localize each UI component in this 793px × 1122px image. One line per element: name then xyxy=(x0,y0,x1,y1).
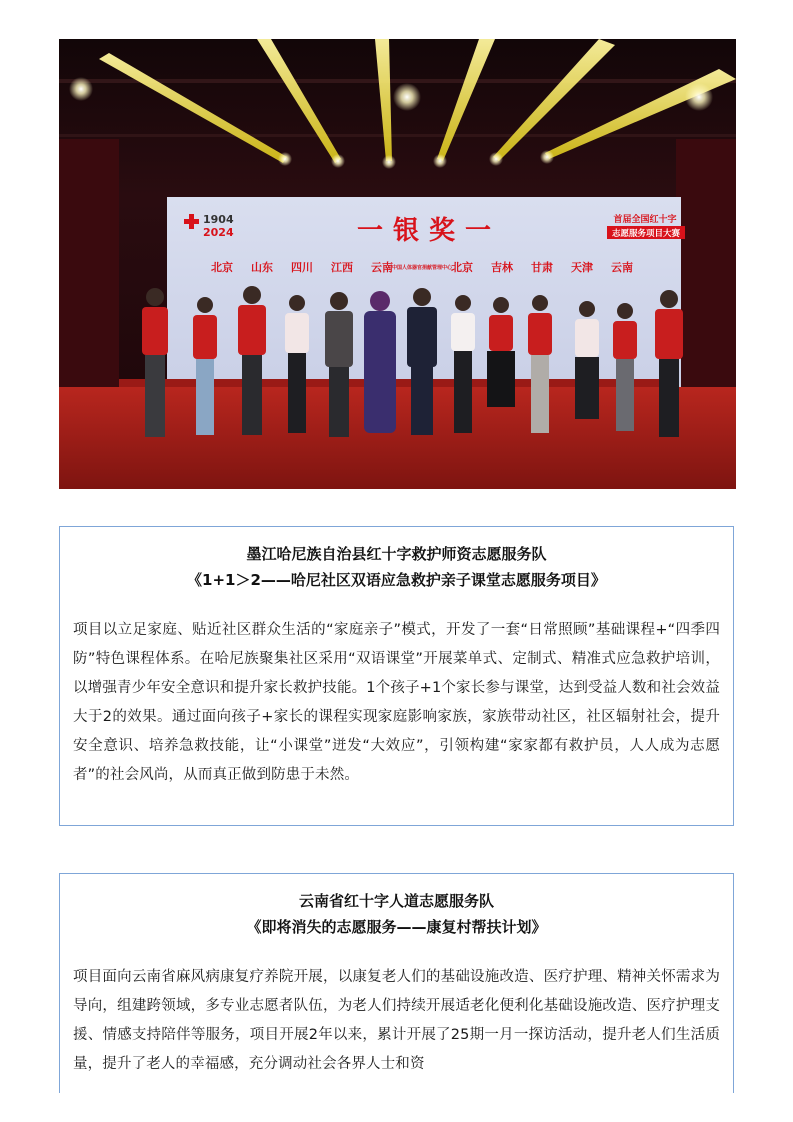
region-label: 吉林 xyxy=(491,261,513,274)
project-card-1 xyxy=(59,526,734,826)
region-label: 中国人体器官捐献管理中心 xyxy=(391,265,453,271)
region-label: 四川 xyxy=(291,261,313,274)
region-label: 山东 xyxy=(251,261,273,274)
card-body-text: 项目面向云南省麻风病康复疗养院开展，以康复老人们的基础设施改造、医疗护理、精神关怀需求为导向，组建跨领域，多专业志愿者队伍，为老人们持续开展适老化便利化基础设施改造、医疗护理支援、情感支持陪伴等服务，项目开展2年以来，累计开展了25期一月一探访活动，提升老人们生活质量，提升了老人的幸福感，充分调动社会各界人士和资 xyxy=(73,969,720,1072)
card-body-text: 项目以立足家庭、贴近社区群众生活的“家庭亲子”模式，开发了一套“日常照顾”基础课程+“四季四防”特色课程体系。在哈尼族聚集社区采用“双语课堂”开展菜单式、定制式、精准式应急救护培训，以增强青少年安全意识和提升家长救护技能。1个孩子+1个家长参与课堂，达到受益人数和社会效益大于2的效果。通过面向孩子+家长的课程实现家庭影响家族，家族带动社区，社区辐射社会，提升安全意识、培养急救技能，让“小课堂”迸发“大效应”，引领构建“家家都有救护员，人人成为志愿者”的社会风尚，从而真正做到防患于未然。 xyxy=(73,622,720,783)
award-ceremony-scene xyxy=(59,39,736,489)
card-title-project: 《1+1＞2——哈尼社区双语应急救护亲子课堂志愿服务项目》 xyxy=(187,571,606,589)
region-label: 云南 xyxy=(611,261,633,274)
banner-event-line2: 志愿服务项目大赛 xyxy=(611,229,681,239)
region-label: 甘肃 xyxy=(531,261,553,274)
region-label: 北京 xyxy=(451,261,473,274)
card-title-project: 《即将消失的志愿服务——康复村帮扶计划》 xyxy=(246,918,547,936)
award-ceremony-photo xyxy=(59,39,736,489)
project-card-2 xyxy=(59,873,734,1093)
logo-year-bottom: 2024 xyxy=(203,226,234,239)
logo-year-top: 1904 xyxy=(203,213,234,226)
banner-event-line1: 首届全国红十字 xyxy=(613,215,677,225)
card-title-team: 云南省红十字人道志愿服务队 xyxy=(298,892,494,910)
region-label: 江西 xyxy=(331,261,353,274)
region-label: 北京 xyxy=(211,261,233,274)
region-label: 云南 xyxy=(371,261,393,274)
region-label: 天津 xyxy=(571,261,593,274)
banner-heading: 一银奖一 xyxy=(356,216,502,246)
card-title-team: 墨江哈尼族自治县红十字救护师资志愿服务队 xyxy=(246,545,547,563)
